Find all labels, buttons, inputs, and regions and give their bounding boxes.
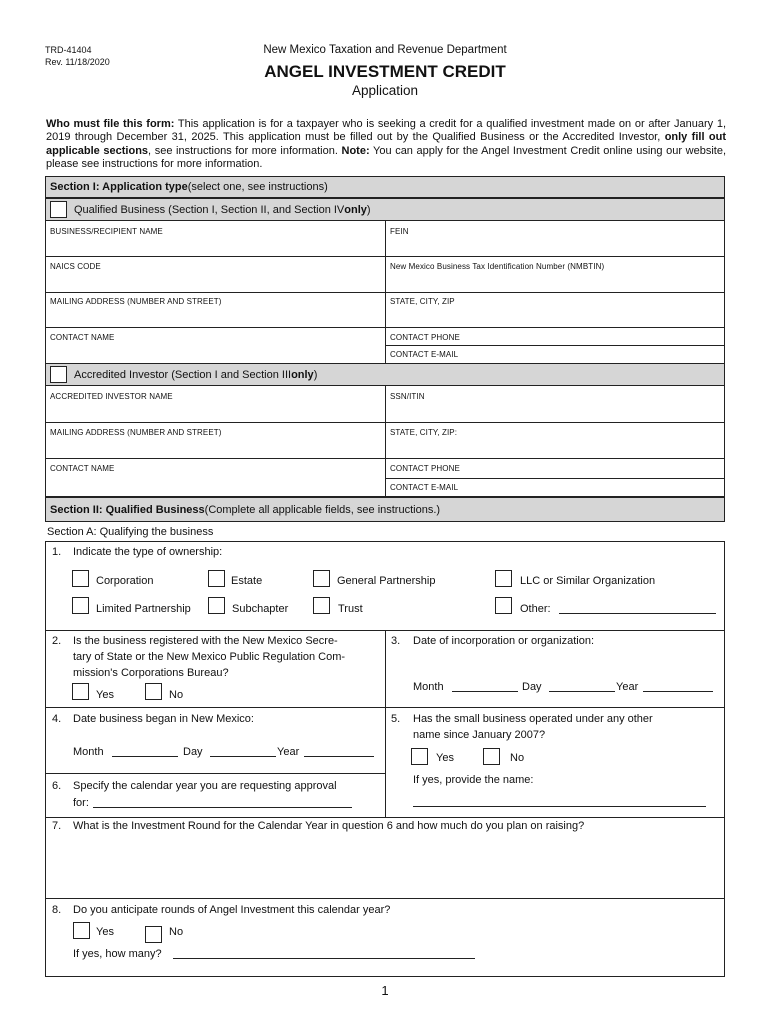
llc-label: LLC or Similar Organization xyxy=(520,575,656,587)
q3-month-input[interactable] xyxy=(452,691,518,692)
q6-bottom-line xyxy=(45,817,725,818)
intro-text-2: , see instructions for more information. xyxy=(148,144,342,157)
ai-contact-name-field[interactable]: CONTACT NAME xyxy=(50,464,115,473)
section-2-title: Section II: Qualified Business xyxy=(50,503,205,516)
limited-partnership-checkbox[interactable] xyxy=(72,597,89,614)
q4-number: 4. xyxy=(52,713,62,725)
qb-row-line xyxy=(45,256,725,257)
qb-row-line xyxy=(385,345,725,346)
qualified-business-row xyxy=(45,198,725,221)
q4-year-label: Year xyxy=(277,746,300,758)
intro-paragraph xyxy=(46,118,726,172)
section-2-header xyxy=(45,497,725,522)
section-1-header xyxy=(45,176,725,198)
q3-text: Date of incorporation or organization: xyxy=(413,635,594,647)
q5-yes-checkbox[interactable] xyxy=(411,748,428,765)
qb-row-line xyxy=(45,292,725,293)
ai-row-line xyxy=(45,458,725,459)
accredited-investor-row xyxy=(45,363,725,386)
q4-day-label: Day xyxy=(183,746,203,758)
accredited-investor-close: ) xyxy=(313,368,318,381)
other-input-line[interactable] xyxy=(559,613,716,614)
llc-checkbox[interactable] xyxy=(495,570,512,587)
q8-no-checkbox[interactable] xyxy=(145,926,162,943)
estate-label: Estate xyxy=(231,575,263,587)
general-partnership-checkbox[interactable] xyxy=(313,570,330,587)
investor-name-field[interactable]: ACCREDITED INVESTOR NAME xyxy=(50,392,173,401)
q8-yes-checkbox[interactable] xyxy=(73,922,90,939)
form-title: ANGEL INVESTMENT CREDIT xyxy=(264,62,506,81)
corporation-checkbox[interactable] xyxy=(72,570,89,587)
ai-divider xyxy=(385,386,386,497)
other-label: Other: xyxy=(520,603,551,615)
q5-line-2: name since January 2007? xyxy=(413,729,546,741)
qb-state-city-zip-field[interactable]: STATE, CITY, ZIP xyxy=(390,297,455,306)
qb-mailing-field[interactable]: MAILING ADDRESS (NUMBER AND STREET) xyxy=(50,297,222,306)
q2-bottom-line xyxy=(45,707,725,708)
q3-year-input[interactable] xyxy=(643,691,713,692)
qb-row-line xyxy=(45,327,725,328)
intro-bold-2: only fill out applicable sections xyxy=(46,131,726,157)
q8-text: Do you anticipate rounds of Angel Investment this calendar year? xyxy=(73,904,391,916)
q7-text: What is the Investment Round for the Calendar Year in question 6 and how much do you plan on raising? xyxy=(73,820,585,832)
business-name-field[interactable]: BUSINESS/RECIPIENT NAME xyxy=(50,227,163,236)
q4-year-input[interactable] xyxy=(304,756,374,757)
q7-answer-area[interactable] xyxy=(60,838,720,896)
q2-no-label: No xyxy=(169,689,184,701)
q4-day-input[interactable] xyxy=(210,756,276,757)
qualified-business-close: ) xyxy=(366,203,371,216)
q2-q6-divider xyxy=(385,630,386,817)
q7-bottom-line xyxy=(45,898,725,899)
q6-year-input[interactable] xyxy=(93,807,352,808)
qb-contact-name-field[interactable]: CONTACT NAME xyxy=(50,333,115,342)
estate-checkbox[interactable] xyxy=(208,570,225,587)
nmbtin-field[interactable]: New Mexico Business Tax Identification Number (NMBTIN) xyxy=(390,262,605,271)
q5-number: 5. xyxy=(391,713,401,725)
q8-yes-label: Yes xyxy=(96,926,114,938)
q6-line-2: for: xyxy=(73,797,89,809)
q3-day-label: Day xyxy=(522,681,542,693)
q4-bottom-line xyxy=(45,773,385,774)
q2-yes-label: Yes xyxy=(96,689,114,701)
q4-month-label: Month xyxy=(73,746,104,758)
form-subtitle: Application xyxy=(351,83,419,98)
q1-text: Indicate the type of ownership: xyxy=(73,546,223,558)
q5-no-label: No xyxy=(510,752,525,764)
q2-line-2: tary of State or the New Mexico Public Regulation Com- xyxy=(73,651,346,663)
ssn-itin-field[interactable]: SSN/ITIN xyxy=(390,392,425,401)
qualified-business-checkbox[interactable] xyxy=(50,201,67,218)
intro-text-3: You can apply for the Angel Investment Credit online using our website, please see instructions for more information. xyxy=(46,144,727,171)
q2-line-3: mission's Corporations Bureau? xyxy=(73,667,229,679)
section-1-title: Section I: Application type xyxy=(50,181,188,193)
ai-contact-phone-field[interactable]: CONTACT PHONE xyxy=(390,464,460,473)
fein-field[interactable]: FEIN xyxy=(390,227,409,236)
q1-number: 1. xyxy=(52,546,62,558)
q2-no-checkbox[interactable] xyxy=(145,683,162,700)
q3-day-input[interactable] xyxy=(549,691,615,692)
ai-row-line xyxy=(385,478,725,479)
subchapter-checkbox[interactable] xyxy=(208,597,225,614)
ai-mailing-field[interactable]: MAILING ADDRESS (NUMBER AND STREET) xyxy=(50,428,222,437)
subchapter-label: Subchapter xyxy=(232,603,289,615)
q6-line-1: Specify the calendar year you are requesting approval xyxy=(73,780,337,792)
form-number: TRD-41404 xyxy=(45,45,92,55)
trust-checkbox[interactable] xyxy=(313,597,330,614)
q3-number: 3. xyxy=(391,635,401,647)
department-name: New Mexico Taxation and Revenue Department xyxy=(263,44,507,56)
qb-contact-phone-field[interactable]: CONTACT PHONE xyxy=(390,333,460,342)
q4-month-input[interactable] xyxy=(112,756,178,757)
section-2-note: (Complete all applicable fields, see instructions.) xyxy=(204,503,441,516)
page-number: 1 xyxy=(381,983,389,998)
ai-state-city-zip-field[interactable]: STATE, CITY, ZIP: xyxy=(390,428,458,437)
section-a-label: Section A: Qualifying the business xyxy=(47,526,214,538)
intro-lead: Who must file this form: xyxy=(46,118,175,130)
q8-how-many-label: If yes, how many? xyxy=(73,948,162,960)
other-checkbox[interactable] xyxy=(495,597,512,614)
q5-name-input[interactable] xyxy=(413,806,706,807)
general-partnership-label: General Partnership xyxy=(337,575,436,587)
section-1-note: (select one, see instructions) xyxy=(187,181,328,193)
q8-number: 8. xyxy=(52,904,62,916)
qualified-business-only: only xyxy=(344,203,367,216)
trust-label: Trust xyxy=(338,603,363,615)
q7-number: 7. xyxy=(52,820,62,832)
revision-date: Rev. 11/18/2020 xyxy=(45,57,110,67)
q8-how-many-input[interactable] xyxy=(173,958,475,959)
ai-contact-email-field[interactable]: CONTACT E-MAIL xyxy=(390,483,459,492)
q2-line-1: Is the business registered with the New Mexico Secre- xyxy=(73,635,338,647)
intro-text-1: This application is for a taxpayer who is seeking a credit for a qualified investment made on or after January 1, 2019 through December 31, 2025. This application must be filled out by the Qualified Business or the Accredited Investor, xyxy=(46,118,726,144)
accredited-investor-checkbox[interactable] xyxy=(50,366,67,383)
q5-if-yes: If yes, provide the name: xyxy=(413,774,534,786)
accredited-investor-label: Accredited Investor (Section I and Section III xyxy=(74,368,292,381)
limited-partnership-label: Limited Partnership xyxy=(96,603,191,615)
q4-text: Date business began in New Mexico: xyxy=(73,713,254,725)
accredited-investor-only: only xyxy=(291,368,314,381)
qb-contact-email-field[interactable]: CONTACT E-MAIL xyxy=(390,350,459,359)
q3-month-label: Month xyxy=(413,681,444,693)
ai-row-line xyxy=(45,422,725,423)
q5-line-1: Has the small business operated under any other xyxy=(413,713,653,725)
naics-field[interactable]: NAICS CODE xyxy=(50,262,101,271)
intro-note: Note: xyxy=(341,144,370,157)
q6-number: 6. xyxy=(52,780,62,792)
corporation-label: Corporation xyxy=(96,575,154,587)
qualified-business-label: Qualified Business (Section I, Section II, and Section IV xyxy=(74,203,345,216)
q2-number: 2. xyxy=(52,635,62,647)
q5-no-checkbox[interactable] xyxy=(483,748,500,765)
q8-no-label: No xyxy=(169,926,184,938)
q5-yes-label: Yes xyxy=(436,752,454,764)
q2-yes-checkbox[interactable] xyxy=(72,683,89,700)
q3-year-label: Year xyxy=(616,681,639,693)
